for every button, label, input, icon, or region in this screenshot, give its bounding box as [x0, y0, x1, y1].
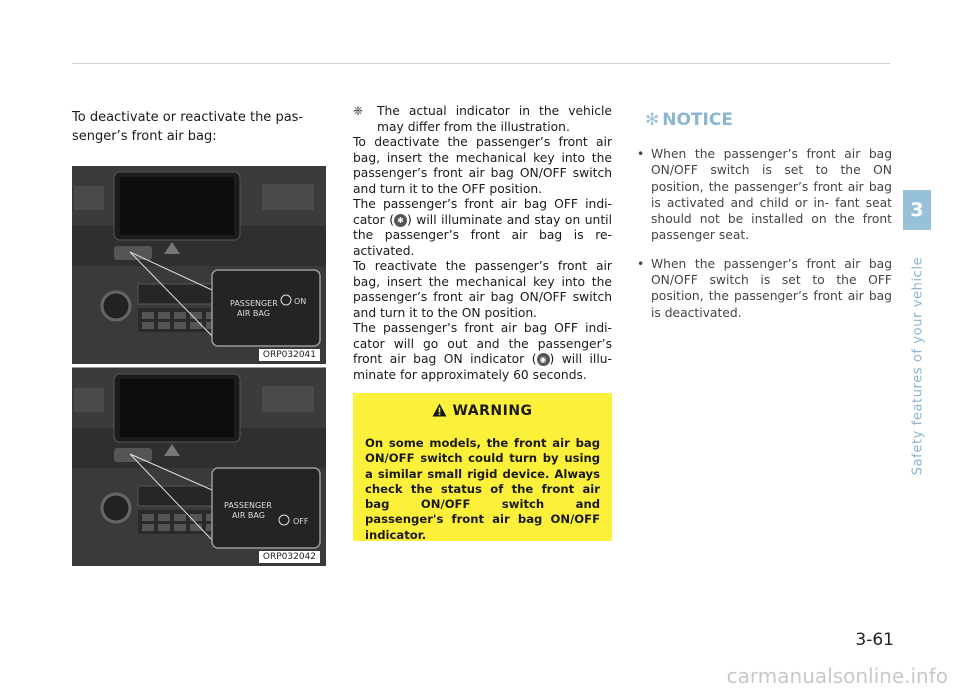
- chapter-title: Safety features of your vehicle: [910, 256, 926, 476]
- intro-text: To deactivate or reactivate the pas- senger’s front air bag:: [72, 110, 304, 144]
- bullet-icon: •: [637, 256, 645, 271]
- notice-item-text: When the passenger’s front air bag ON/OFF switch is set to the OFF position, the passenger’s front air bag is deactivated.: [651, 256, 892, 320]
- warning-body: On some models, the front air bag ON/OFF switch could turn by using a similar small rigid device. Always check the status of the front air bag ON/OFF switch and passenger's front air bag ON/OFF indicator.: [365, 436, 600, 542]
- note-asterisk-icon: ❈: [353, 104, 364, 118]
- warning-heading: [353, 403, 612, 419]
- airbag-on-indicator-icon: ◉: [537, 353, 550, 366]
- watermark: carmanualsonline.info: [726, 664, 948, 688]
- notice-item-text: When the passenger’s front air bag ON/OFF switch is set to the ON position, the passenger’s front air bag is activated and child or in- fant seat should not be installed on the front passenger seat.: [651, 147, 892, 243]
- photo2-state: OFF: [293, 517, 309, 526]
- off-indicator-text-a: The passenger’s front air bag OFF indi- cator (: [353, 197, 612, 227]
- warning-triangle-icon: [432, 403, 447, 417]
- notice-heading: [645, 110, 892, 130]
- deactivate-paragraph: To deactivate the passenger’s front air bag, insert the mechanical key into the passenger’s front air bag ON/OFF switch and turn it to the OFF position.: [353, 135, 612, 196]
- top-divider: [72, 63, 890, 64]
- off-indicator-text-b: ) will illuminate and stay on until the passenger’s front air bag is re- activated.: [353, 212, 612, 258]
- notice-asterisk-icon: ✻: [645, 110, 660, 130]
- notice-title: NOTICE: [662, 110, 733, 130]
- photo1-state: ON: [294, 297, 307, 306]
- warning-title: WARNING: [452, 403, 533, 419]
- airbag-switch-photo-off: [72, 368, 326, 566]
- photo2-label-line1: PASSENGER: [224, 501, 272, 510]
- chapter-tab: 3: [903, 190, 931, 230]
- list-item: [627, 146, 892, 244]
- bullet-icon: •: [637, 147, 645, 161]
- photo1-label-line2: AIR BAG: [237, 309, 270, 318]
- note-text: The actual indicator in the vehicle may differ from the illustration.: [377, 104, 612, 134]
- airbag-switch-photo-on: [72, 166, 326, 364]
- notice-list: [627, 146, 892, 321]
- off-indicator-paragraph: [353, 197, 612, 259]
- photo1-label-line1: PASSENGER: [230, 299, 278, 308]
- list-item: [627, 256, 892, 321]
- page-number: 3-61: [855, 630, 894, 650]
- reactivate-paragraph: To reactivate the passenger’s front air bag, insert the mechanical key into the passenger’s front air bag ON/OFF switch and turn it to the ON position.: [353, 259, 612, 320]
- left-column: [72, 108, 326, 146]
- illustration-note: [353, 104, 612, 135]
- notice-section: [627, 110, 892, 333]
- airbag-off-indicator-icon: ✱: [394, 214, 407, 227]
- middle-column: [353, 104, 612, 383]
- photo2-label-line2: AIR BAG: [232, 511, 265, 520]
- photo1-code: ORP032041: [259, 349, 320, 361]
- warning-box: [353, 393, 612, 541]
- photo2-code: ORP032042: [259, 551, 320, 563]
- on-indicator-paragraph: [353, 321, 612, 383]
- on-indicator-text-a: The passenger’s front air bag OFF indi- cator will go out and the passenger’s front air bag ON indicator (: [353, 321, 612, 366]
- on-indicator-text-b: ) will illu- minate for approximately 60 seconds.: [353, 352, 612, 382]
